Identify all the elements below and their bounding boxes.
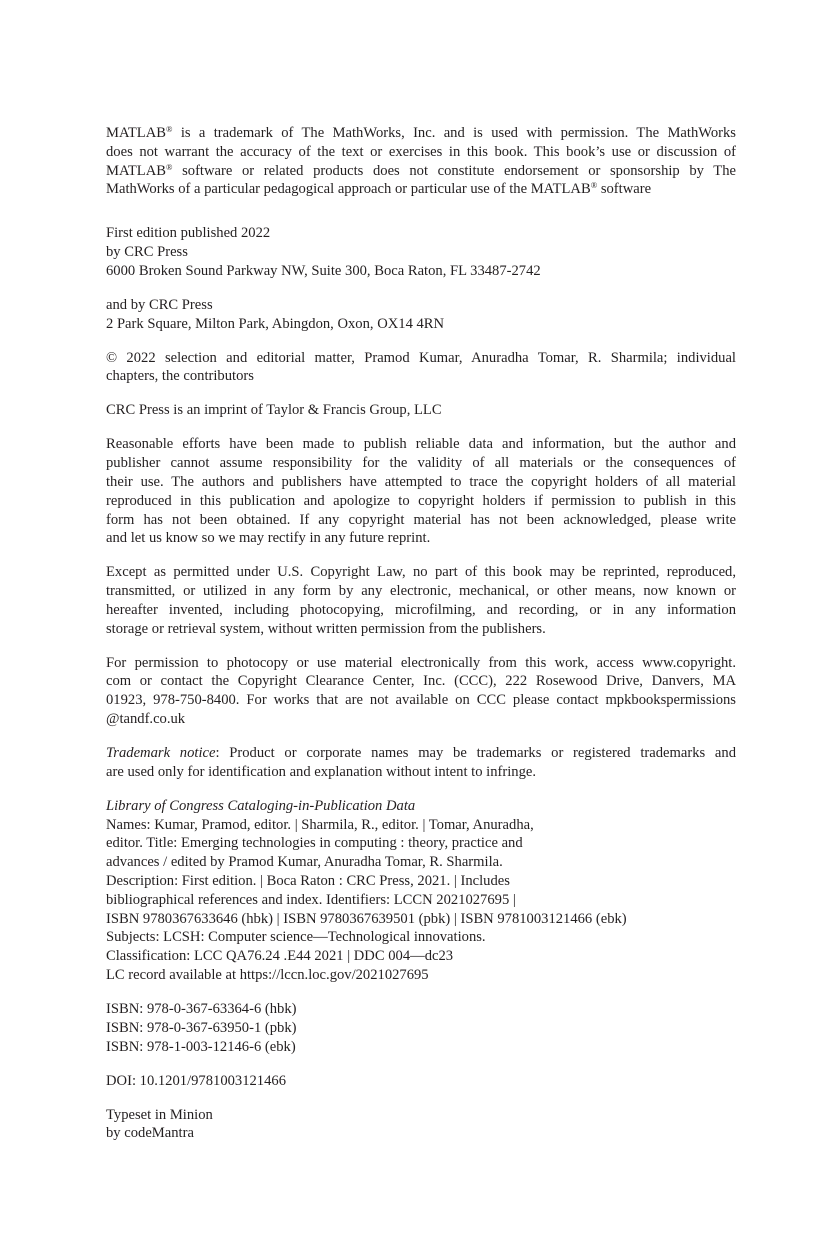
- cip-line: Description: First edition. | Boca Raton : CRC Press, 2021. | Includes: [106, 873, 510, 889]
- typeset-line: Typeset in Minion: [106, 1106, 213, 1123]
- text-line: MATLAB® is a trademark of The MathWorks, Inc. and is used with permission. The MathWorks: [106, 124, 736, 141]
- doi: [106, 1072, 736, 1091]
- text-line: Except as permitted under U.S. Copyright Law, no part of this book may be reprinted, reproduced,: [106, 564, 736, 581]
- publisher-line: and by CRC Press: [106, 296, 213, 313]
- copyright-page: [106, 124, 736, 1143]
- text-line: hereafter invented, including photocopying, microfilming, and recording, or in any information: [106, 601, 736, 618]
- isbn-list: [106, 1000, 736, 1056]
- text-line: Trademark notice: Product or corporate names may be trademarks or registered trademarks and: [106, 745, 736, 762]
- cip-heading: Library of Congress Cataloging-in-Publication Data: [106, 797, 416, 814]
- text-line: storage or retrieval system, without written permission from the publishers.: [106, 620, 546, 637]
- text-line: does not warrant the accuracy of the text or exercises in this book. This book’s use or discussion of: [106, 143, 736, 160]
- isbn-hbk: ISBN: 978-0-367-63364-6 (hbk): [106, 1000, 297, 1017]
- second-publisher-info: [106, 296, 736, 334]
- text-line: MathWorks of a particular pedagogical approach or particular use of the MATLAB® software: [106, 180, 652, 198]
- rights-paragraph: [106, 563, 736, 638]
- text-line: form has not been obtained. If any copyright material has not been acknowledged, please write: [106, 511, 736, 528]
- text-line: CRC Press is an imprint of Taylor & Francis Group, LLC: [106, 402, 442, 419]
- publication-info: [106, 224, 736, 280]
- cip-line: ISBN 9780367633646 (hbk) | ISBN 9780367639501 (pbk) | ISBN 9781003121466 (ebk): [106, 910, 627, 927]
- isbn-pbk: ISBN: 978-0-367-63950-1 (pbk): [106, 1019, 297, 1036]
- text-line: 01923, 978-750-8400. For works that are not available on CCC please contact mpkbookspermissions: [106, 692, 736, 709]
- text-line: @tandf.co.uk: [106, 711, 186, 728]
- publisher-address: 2 Park Square, Milton Park, Abingdon, Oxon, OX14 4RN: [106, 315, 445, 332]
- text-line: © 2022 selection and editorial matter, Pramod Kumar, Anuradha Tomar, R. Sharmila; individual: [106, 349, 736, 366]
- text-line: For permission to photocopy or use material electronically from this work, access www.copyright.: [106, 654, 736, 671]
- publisher-address: 6000 Broken Sound Parkway NW, Suite 300, Boca Raton, FL 33487-2742: [106, 262, 541, 279]
- text-line: and let us know so we may rectify in any future reprint.: [106, 530, 431, 547]
- text-line: reproduced in this publication and apologize to copyright holders if permission to publish in this: [106, 492, 736, 509]
- text-line: com or contact the Copyright Clearance Center, Inc. (CCC), 222 Rosewood Drive, Danvers, MA: [106, 673, 736, 690]
- disclaimer-paragraph: [106, 435, 736, 548]
- imprint-notice: [106, 401, 736, 420]
- cip-data: [106, 797, 736, 985]
- text-line: publisher cannot assume responsibility for the validity of all materials or the consequences of: [106, 455, 736, 472]
- cip-line: Subjects: LCSH: Computer science—Technological innovations.: [106, 929, 486, 946]
- permissions-paragraph: [106, 654, 736, 729]
- isbn-ebk: ISBN: 978-1-003-12146-6 (ebk): [106, 1038, 296, 1055]
- copyright-notice: [106, 349, 736, 387]
- cip-line: bibliographical references and index. Identifiers: LCCN 2021027695 |: [106, 891, 516, 908]
- text-line: Reasonable efforts have been made to publish reliable data and information, but the author and: [106, 436, 736, 453]
- cip-line: Classification: LCC QA76.24 .E44 2021 | DDC 004—dc23: [106, 948, 454, 965]
- cip-line: advances / edited by Pramod Kumar, Anuradha Tomar, R. Sharmila.: [106, 854, 503, 871]
- doi-line: DOI: 10.1201/9781003121466: [106, 1072, 286, 1089]
- matlab-trademark-notice: [106, 124, 736, 199]
- cip-line: Names: Kumar, Pramod, editor. | Sharmila, R., editor. | Tomar, Anuradha,: [106, 816, 534, 833]
- cip-line: LC record available at https://lccn.loc.gov/2021027695: [106, 966, 429, 983]
- text-line: transmitted, or utilized in any form by any electronic, mechanical, or other means, now known or: [106, 583, 736, 600]
- text-line: chapters, the contributors: [106, 368, 254, 385]
- edition-line: First edition published 2022: [106, 225, 271, 242]
- typesetter-line: by codeMantra: [106, 1125, 194, 1142]
- cip-line: editor. Title: Emerging technologies in computing : theory, practice and: [106, 835, 523, 852]
- text-line: their use. The authors and publishers have attempted to trace the copyright holders of all material: [106, 473, 736, 490]
- publisher-line: by CRC Press: [106, 243, 188, 260]
- typeset-info: [106, 1106, 736, 1144]
- text-line: are used only for identification and explanation without intent to infringe.: [106, 763, 536, 780]
- text-line: MATLAB® software or related products does not constitute endorsement or sponsorship by The: [106, 161, 736, 179]
- trademark-notice: [106, 744, 736, 782]
- trademark-notice-label: Trademark notice: [106, 745, 216, 762]
